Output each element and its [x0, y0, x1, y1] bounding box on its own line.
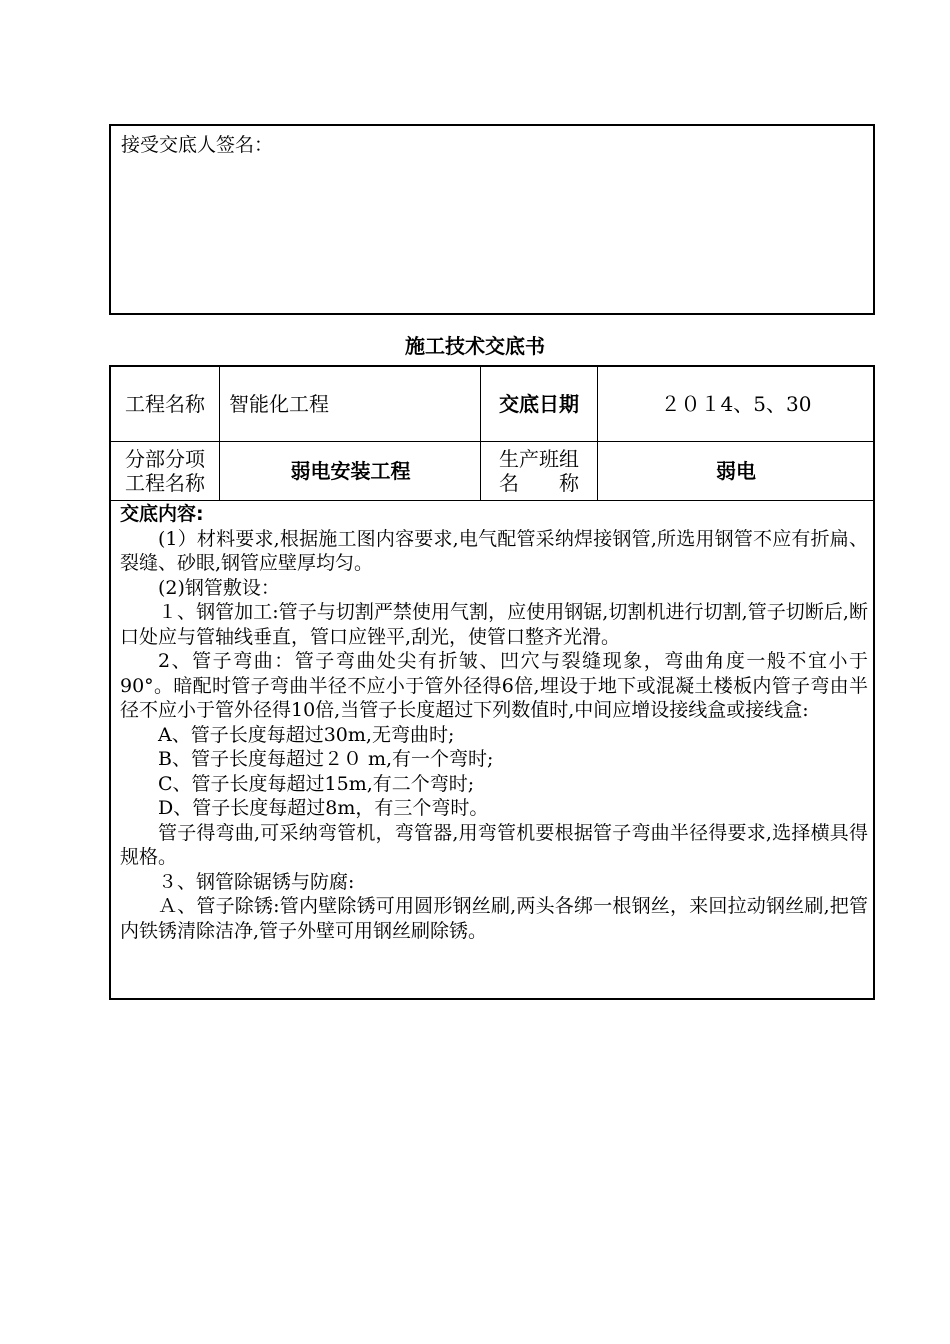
content-paragraph: １、钢管加工:管子与切割严禁使用气割，应使用钢锯,切割机进行切割,管子切断后,断口处应与管轴线垂直，管口应锉平,刮光，使管口整齐光滑。: [120, 601, 868, 648]
date-value: ２０１4、5、30: [660, 392, 812, 416]
content-paragraph: (2)钢管敷设：: [158, 576, 280, 599]
table-divider: [597, 367, 598, 500]
project-name-value: 智能化工程: [229, 392, 329, 416]
team-value: 弱电: [716, 459, 756, 483]
signature-box: [109, 124, 875, 315]
content-paragraph: Ａ、管子除锈:管内壁除锈可用圆形钢丝刷,两头各绑一根钢丝，来回拉动钢丝刷,把管内铁锈清除洁净,管子外壁可用钢丝刷除锈。: [120, 895, 868, 942]
content-paragraph: (1）材料要求,根据施工图内容要求,电气配管采纳焊接钢管,所选用钢管不应有折扁、裂缝、砂眼,钢管应壁厚均匀。: [120, 527, 868, 574]
project-name-label: 工程名称: [125, 392, 205, 416]
subproject-label: [111, 442, 219, 500]
subproject-label-line2: 工程名称: [125, 471, 205, 495]
signature-label: 接受交底人签名：: [121, 134, 274, 156]
subproject-value: 弱电安装工程: [290, 459, 411, 483]
content-paragraph: ３、钢管除锯锈与防腐:: [158, 870, 355, 893]
content-paragraph: C、管子长度每超过15m,有二个弯时;: [158, 772, 475, 795]
content-heading: 交底内容:: [120, 503, 204, 525]
table-divider: [111, 500, 873, 501]
content-paragraph: 2、管子弯曲：管子弯曲处尖有折皱、凹穴与裂缝现象，弯曲角度一般不宜小于90°。暗配时管子弯曲半径不应小于管外径得6倍,埋设于地下或混凝土楼板内管子弯由半径不应小于管外径得10倍,当管子长度超过下列数值时,中间应增设接线盒或接线盒:: [120, 650, 868, 721]
date-label: 交底日期: [499, 392, 579, 416]
subproject-label-line1: 分部分项: [125, 447, 205, 471]
content-paragraph: A、管子长度每超过30m,无弯曲时;: [158, 723, 455, 746]
document-title: 施工技术交底书: [405, 334, 545, 358]
team-label-line1: 生产班组: [499, 447, 579, 471]
team-label: [481, 442, 597, 500]
table-divider: [219, 367, 220, 500]
content-paragraph: D、管子长度每超过8m，有三个弯时。: [158, 797, 489, 819]
disclosure-content: [120, 502, 868, 943]
content-paragraph: 管子得弯曲,可采纳弯管机，弯管器,用弯管机要根据管子弯曲半径得要求,选择横具得规格。: [120, 821, 868, 868]
team-label-line2: 名 称: [499, 471, 579, 495]
content-paragraph: B、管子长度每超过２０ m,有一个弯时;: [158, 748, 494, 770]
disclosure-table: [109, 365, 875, 1000]
